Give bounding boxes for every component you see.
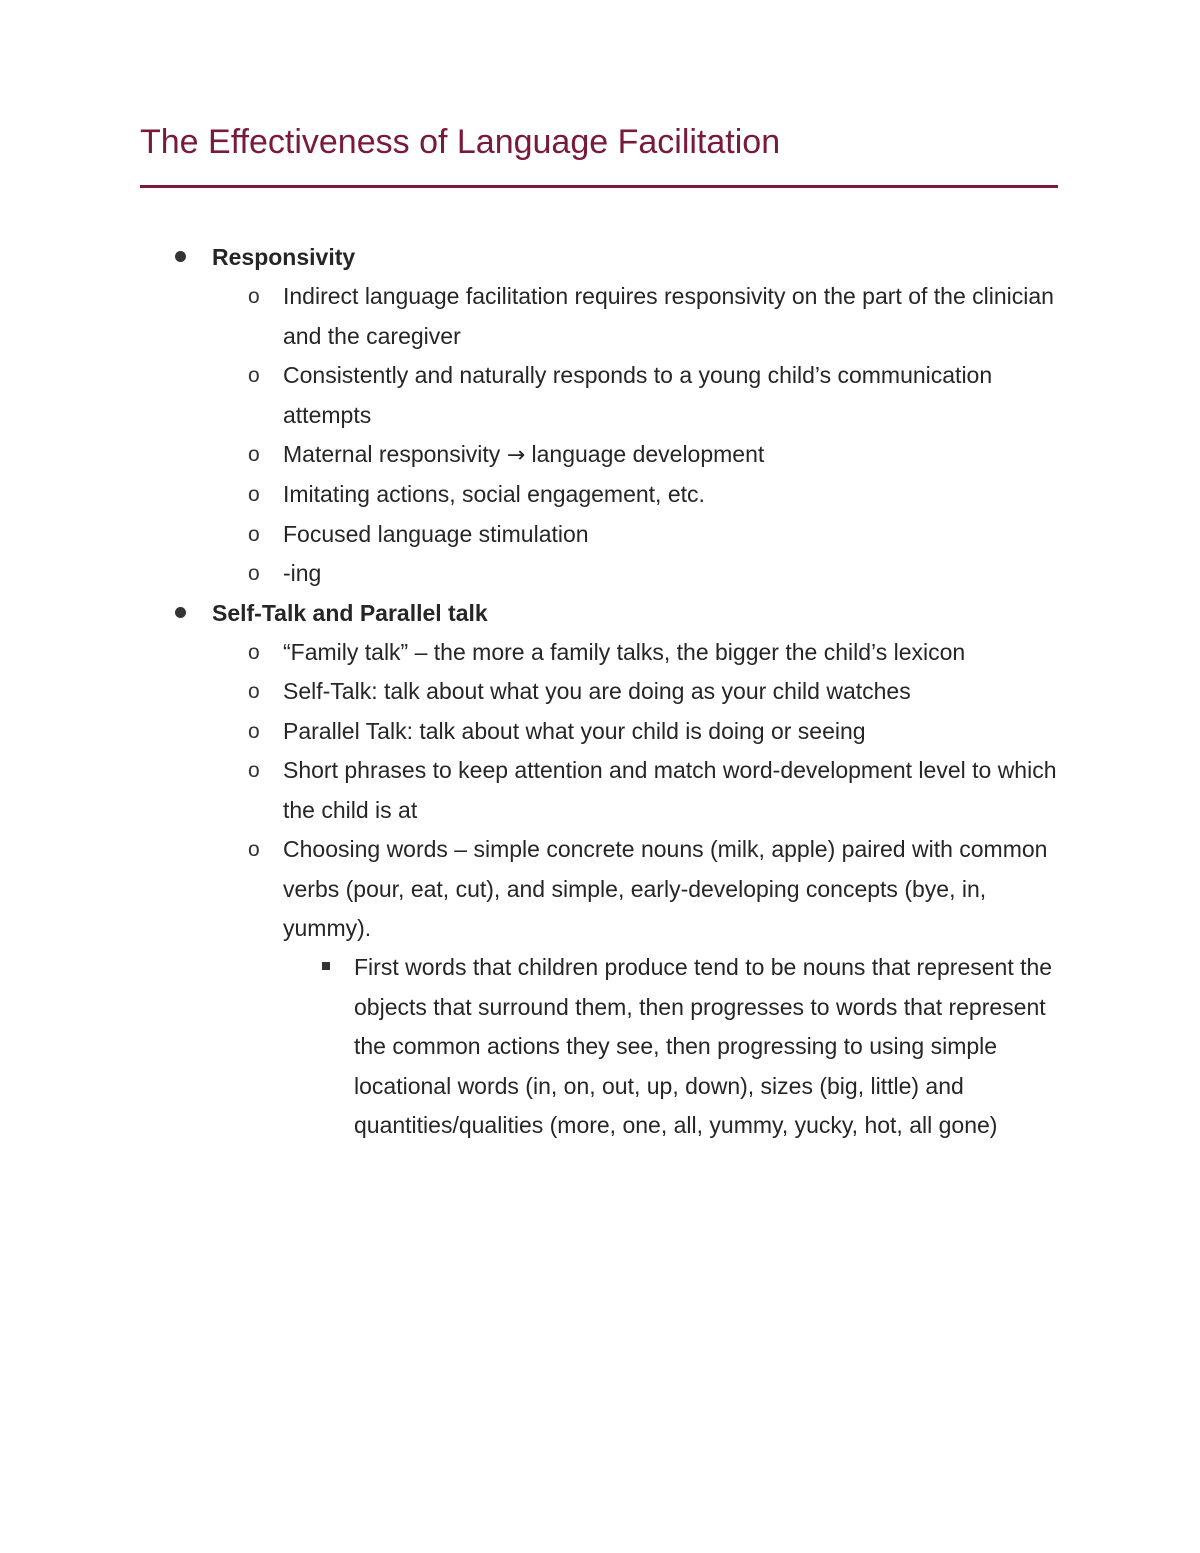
list-item [212,475,1070,514]
list-item-text: Focused language stimulation [283,520,589,547]
list-item-text-after: language development [531,441,765,468]
sub-items [283,948,1070,1145]
circle-bullet-icon: o [248,641,260,665]
square-bullet-icon [322,962,330,970]
list-item-text: -ing [283,560,322,587]
list-item [212,277,1070,356]
sub-list-item [283,948,1070,1145]
title-divider [140,185,1058,188]
page-title: The Effectiveness of Language Facilitation [140,123,781,161]
list-item [212,435,1070,475]
section-items [212,633,1070,1145]
outline [140,238,1070,1145]
section-heading: Responsivity [212,244,356,270]
list-item [212,515,1070,554]
circle-bullet-icon: o [248,443,260,467]
list-item [212,751,1070,830]
circle-bullet-icon: o [248,364,260,388]
section-heading: Self-Talk and Parallel talk [212,599,488,626]
right-arrow-icon: → [506,443,526,469]
circle-bullet-icon: o [248,562,260,586]
list-item-text: Parallel Talk: talk about what your child is doing or seeing [283,717,866,744]
list-item [212,554,1070,593]
list-item [212,672,1070,711]
list-item-text: “Family talk” – the more a family talks, the bigger the child’s lexicon [283,639,966,666]
list-item-text-before: Maternal responsivity [283,441,501,468]
sub-list-item-text: First words that children produce tend to be nouns that represent the objects that surround them, then progresses to words that represent the common actions they see, then progressing to using simple locational words (in, on, out, up, down), sizes (big, little) and quantities/qualities (more, one, all, yummy, yucky, hot, all gone) [354,954,1053,1138]
circle-bullet-icon: o [248,483,260,507]
list-item [212,356,1070,435]
circle-bullet-icon: o [248,680,260,704]
circle-bullet-icon: o [248,522,260,546]
outline-list [140,238,1070,1145]
circle-bullet-icon: o [248,719,260,743]
list-item [212,712,1070,751]
section-self-talk-parallel-talk [140,594,1070,1146]
list-item-text: Consistently and naturally responds to a young child’s communication attempts [283,362,993,428]
section-items [212,277,1070,593]
circle-bullet-icon: o [248,838,260,862]
bullet-icon [175,251,186,262]
list-item-text: Self-Talk: talk about what you are doing as your child watches [283,678,911,705]
list-item-text: Indirect language facilitation requires responsivity on the part of the clinician and the caregiver [283,283,1054,349]
list-item [212,830,1070,1145]
list-item [212,633,1070,672]
circle-bullet-icon: o [248,285,260,309]
list-item-text: Choosing words – simple concrete nouns (milk, apple) paired with common verbs (pour, eat, cut), and simple, early-developing concepts (bye, in, yummy). [283,836,1048,941]
list-item-text: Imitating actions, social engagement, etc. [283,481,705,508]
circle-bullet-icon: o [248,759,260,783]
list-item-text: Short phrases to keep attention and match word-development level to which the child is at [283,757,1057,823]
section-responsivity [140,238,1070,594]
bullet-icon [175,607,186,618]
